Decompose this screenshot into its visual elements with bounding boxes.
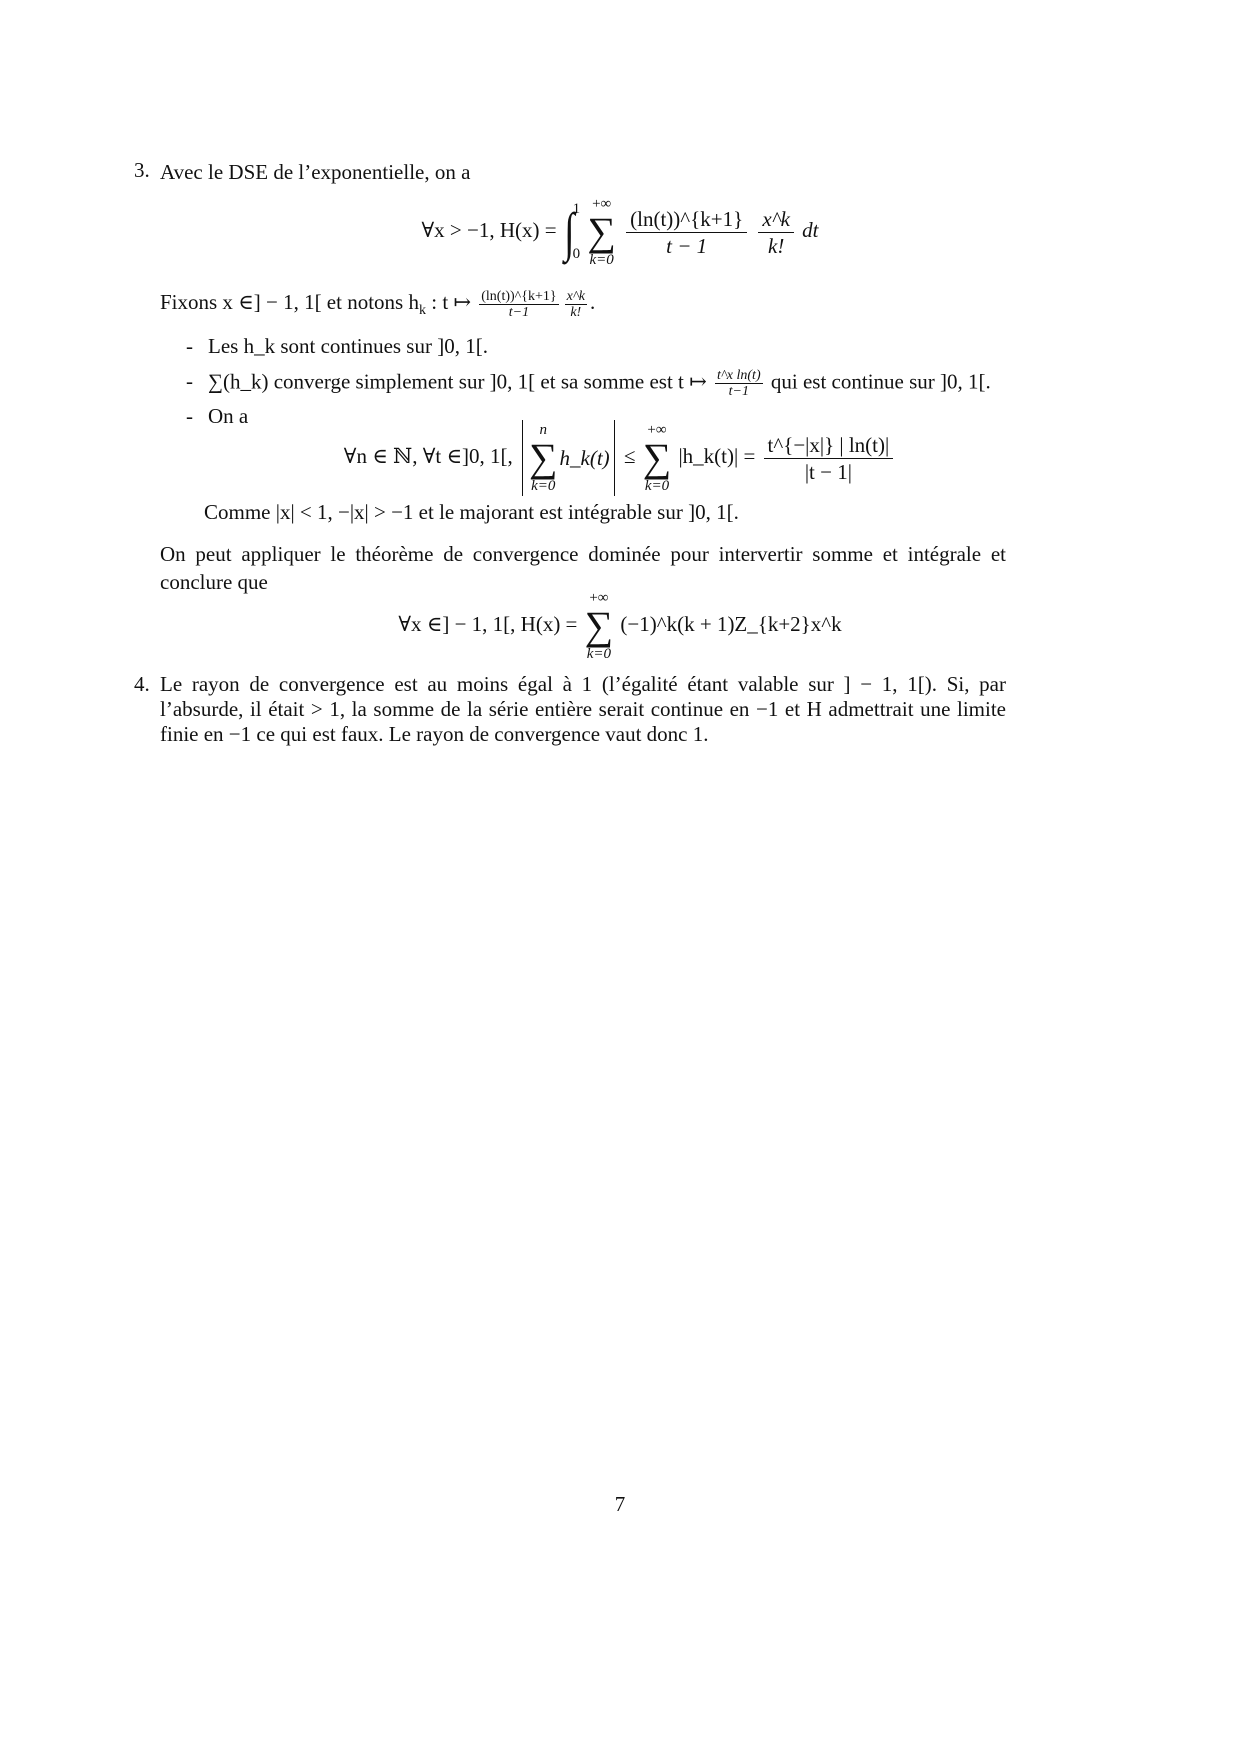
absolute-value-bars: n ∑ k=0 h_k(t) [522, 420, 615, 496]
eq1-fraction-2: $\frac{x\^{}k}{k!}$ [758, 206, 794, 259]
comme-line: Comme |x| < 1, −|x| > −1 et le majorant est intégrable sur ]0, 1[. [204, 500, 739, 524]
item-number-4: 4. [134, 672, 150, 696]
integral-sign: ∫ 1 0 [564, 201, 581, 262]
sum-sign-1: +∞ ∑ k=0 [587, 196, 616, 268]
eq3-term: (−1)^k(k + 1)Z_{k+2}x^k [620, 611, 842, 636]
bullet2-fraction: $\frac{\text{t\textasciicircum{}x ln(t)}}{t-1}$ [717, 368, 761, 399]
item-number-3: 3. [134, 158, 150, 182]
item4-text: Le rayon de convergence est au moins égal à 1 (l’égalité étant valable sur ] − 1, 1[). Si, par l’absurde, il était > 1, la somme de la série entière serait continue en −1 et H admettrait une limite finie en −1 ce qui est faux. Le rayon de convergence vaut donc 1. [160, 672, 1006, 746]
sum-sign-3: +∞ ∑ k=0 [584, 590, 614, 662]
conclusion-text: On peut appliquer le théorème de convergence dominée pour intervertir somme et intégrale et conclure que [160, 542, 1006, 594]
bullet-1: - Les h_k sont continues sur ]0, 1[. [186, 334, 488, 358]
bullet-3: - On a [186, 404, 249, 428]
sum-sign-2: +∞ ∑ k=0 [642, 422, 672, 494]
equation-2: ∀n ∈ ℕ, ∀t ∈]0, 1[, n ∑ k=0 h_k(t) ≤ +∞ ∑ k=0 |h_k(t)| = $\frac{t\^{}\{-|x|\} | \ln(t)|}{|t - 1|}$ [0, 420, 1240, 496]
eq2-fraction: $\frac{t\^{}\{-|x|\} | \ln(t)|}{|t - 1|}$ [764, 432, 894, 485]
eq3-lhs: ∀x ∈] − 1, 1[, H(x) = [398, 611, 578, 636]
equation-1 [0, 196, 1240, 268]
item3-intro: Avec le DSE de l’exponentielle, on a [160, 160, 471, 184]
eq2-lhs: ∀n ∈ ℕ, ∀t ∈]0, 1[, [343, 443, 513, 468]
fixons-fraction-2: $\frac{x\^{}k}{k!}$ [566, 288, 585, 320]
eq1-lhs: ∀x > −1, H(x) = [421, 217, 557, 242]
eq1-dt: dt [802, 217, 819, 242]
fixons-line: Fixons x ∈] − 1, 1[ et notons $h_k$ : t ↦ $\frac{(\ln(t))\^{}\{k+1\}}{t-1}$ $\frac{x\^{}k}{k!}$ . [160, 288, 596, 320]
page-number: 7 [614, 1492, 626, 1516]
eq1-fraction: $\frac{(\ln(t))\^{}\{k+1\}}{t - 1}$ [626, 206, 747, 259]
bullet-2: - ∑(h_k) converge simplement sur ]0, 1[ et sa somme est t ↦ $\frac{\text{t\textasciicircum{}x ln(t)}}{t-1}$ qui est continue sur ]0, 1[. [186, 368, 991, 399]
equation-3 [0, 590, 1240, 662]
fixons-fraction: $\frac{(\ln(t))\^{}\{k+1\}}{t-1}$ [481, 288, 557, 320]
